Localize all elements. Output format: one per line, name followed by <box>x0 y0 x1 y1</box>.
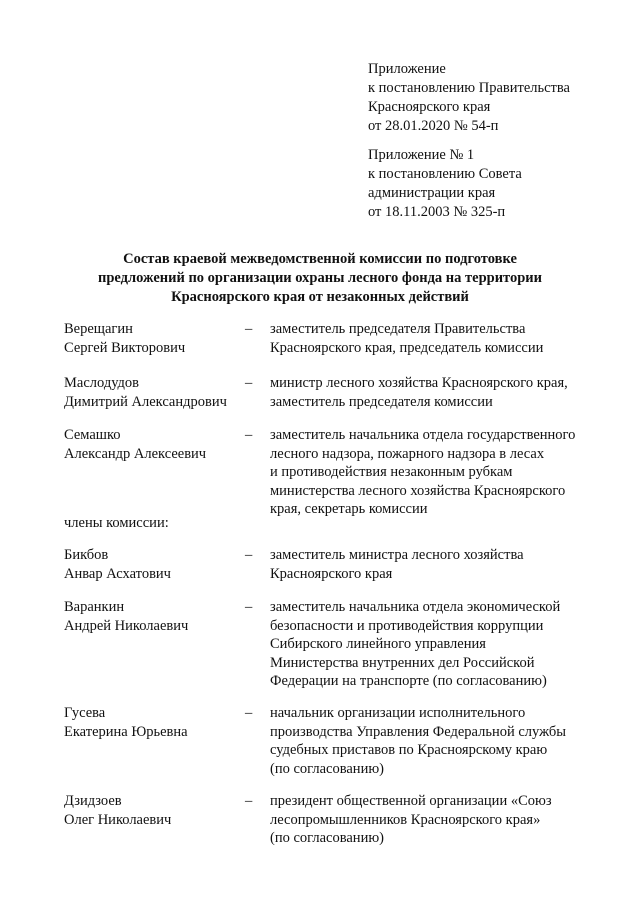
member-role <box>270 704 600 778</box>
appendix-1-line: Приложение <box>368 61 446 77</box>
role-line: производства Управления Федеральной службы <box>270 723 567 740</box>
dash-separator: – <box>245 427 253 443</box>
member-name <box>64 598 254 635</box>
role-line: Красноярского края, председатель комиссии <box>270 339 544 356</box>
member-name <box>64 426 254 463</box>
role-line: Федерации на транспорте (по согласованию) <box>270 673 547 689</box>
role-line: заместитель министра лесного хозяйства <box>270 547 524 563</box>
appendix-2-line: администрации края <box>368 185 496 201</box>
member-surname: Бикбов <box>64 547 109 563</box>
role-line: лесопромышленников Красноярского края» <box>270 811 541 828</box>
appendix-1-line: Красноярского края <box>368 99 491 115</box>
dash-separator: – <box>245 793 253 809</box>
member-name <box>64 792 254 829</box>
role-line: лесного надзора, пожарного надзора в лесах <box>270 445 545 462</box>
role-line: Министерства внутренних дел Российской <box>270 654 535 671</box>
member-given-name: Александр Алексеевич <box>64 445 207 462</box>
members-label: члены комиссии: <box>64 515 169 531</box>
appendix-block-2 <box>368 146 628 222</box>
dash-separator: – <box>245 321 253 337</box>
member-surname: Семашко <box>64 427 121 443</box>
member-role <box>270 374 600 411</box>
role-line: заместитель начальника отдела государственного <box>270 427 576 443</box>
appendix-1-line: от 28.01.2020 № 54-п <box>368 118 499 134</box>
dash-separator: – <box>245 705 253 721</box>
role-line: министр лесного хозяйства Красноярского края, <box>270 375 568 391</box>
role-line: начальник организации исполнительного <box>270 705 526 721</box>
role-line: (по согласованию) <box>270 830 384 846</box>
role-line: (по согласованию) <box>270 760 384 777</box>
member-role <box>270 546 600 583</box>
role-line: заместитель председателя Правительства <box>270 321 526 337</box>
member-role <box>270 426 600 519</box>
dash-separator: – <box>245 599 253 615</box>
member-name <box>64 320 254 357</box>
title-line: Состав краевой межведомственной комиссии по подготовке <box>123 251 517 267</box>
role-line: заместитель начальника отдела экономической <box>270 599 561 615</box>
member-role <box>270 598 600 691</box>
role-line: Красноярского края <box>270 565 393 582</box>
role-line: и противодействия незаконным рубкам <box>270 464 513 480</box>
title-line: предложений по организации охраны лесного фонда на территории <box>97 270 543 286</box>
appendix-2-line: к постановлению Совета <box>368 166 522 182</box>
member-given-name: Сергей Викторович <box>64 339 186 356</box>
role-line: заместитель председателя комиссии <box>270 393 493 410</box>
role-line: безопасности и противодействия коррупции <box>270 617 544 634</box>
member-surname: Дзидзоев <box>64 793 122 809</box>
member-surname: Верещагин <box>64 321 133 337</box>
role-line: министерства лесного хозяйства Красноярского <box>270 482 566 499</box>
member-role <box>270 320 600 357</box>
title-line: Красноярского края от незаконных действий <box>171 289 469 305</box>
member-role <box>270 792 600 848</box>
role-line: Сибирского линейного управления <box>270 636 486 652</box>
appendix-2-line: от 18.11.2003 № 325-п <box>368 204 506 220</box>
member-name <box>64 704 254 741</box>
member-given-name: Димитрий Александрович <box>64 393 227 410</box>
member-name <box>64 374 254 411</box>
role-line: края, секретарь комиссии <box>270 501 428 517</box>
document-title <box>40 250 600 307</box>
role-line: судебных приставов по Красноярскому краю <box>270 742 548 758</box>
member-given-name: Олег Николаевич <box>64 811 172 828</box>
appendix-1-line: к постановлению Правительства <box>368 80 570 96</box>
member-given-name: Анвар Асхатович <box>64 565 171 582</box>
appendix-block-1 <box>368 60 628 136</box>
member-name <box>64 546 254 583</box>
member-surname: Варанкин <box>64 599 125 615</box>
appendix-2-line: Приложение № 1 <box>368 147 475 163</box>
dash-separator: – <box>245 375 253 391</box>
dash-separator: – <box>245 547 253 563</box>
member-given-name: Андрей Николаевич <box>64 617 189 634</box>
member-surname: Гусева <box>64 705 106 721</box>
role-line: президент общественной организации «Союз <box>270 793 552 809</box>
member-surname: Маслодудов <box>64 375 140 391</box>
member-given-name: Екатерина Юрьевна <box>64 723 188 740</box>
